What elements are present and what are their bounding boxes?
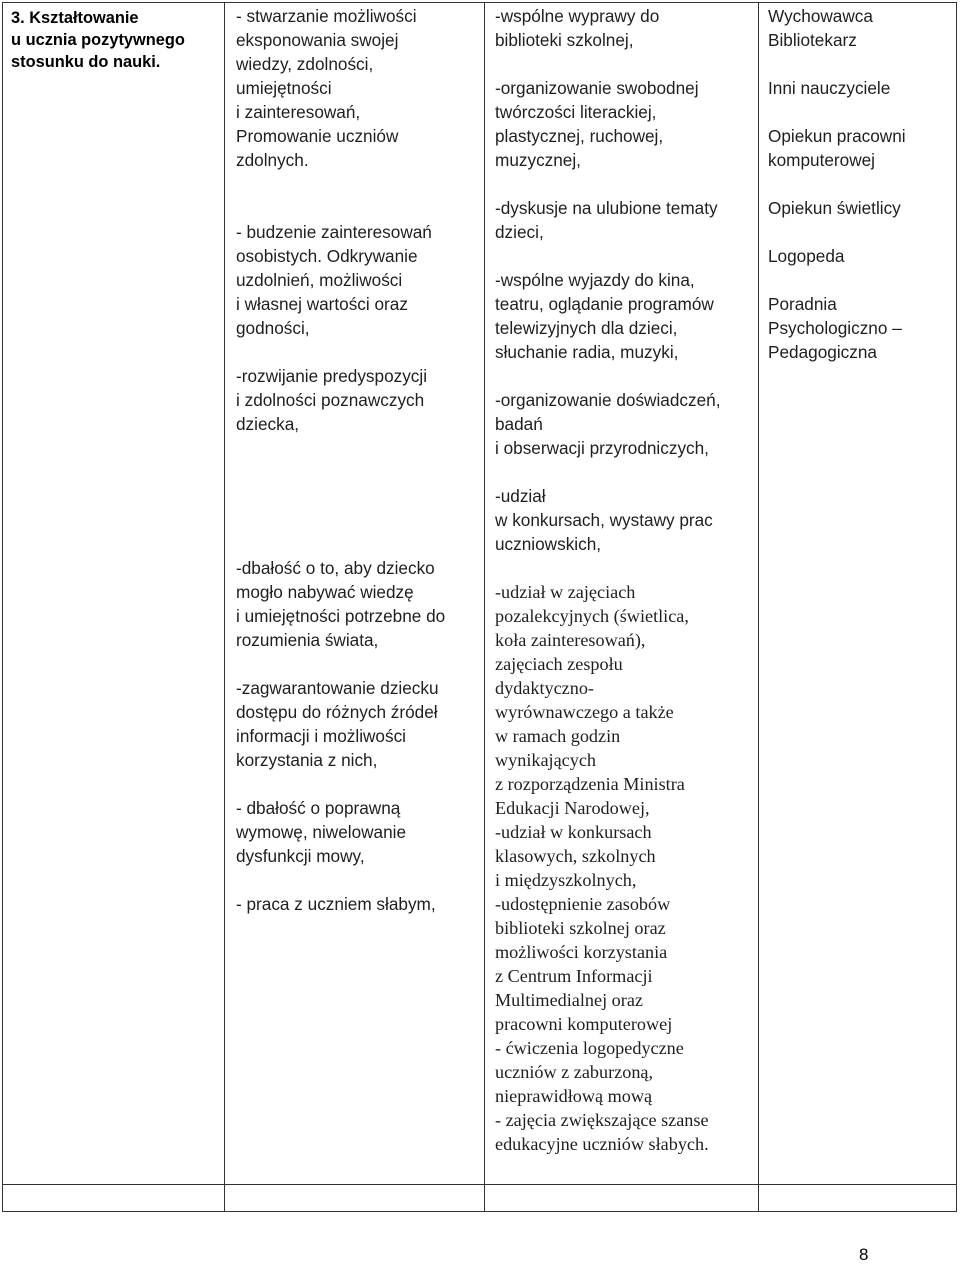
activity-item: -wspólne wyjazdy do kina, teatru, oglądanie programów telewizyjnych dla dzieci, słuchanie radia, muzyki, bbox=[495, 270, 714, 362]
responsible-item: Inni nauczyciele bbox=[768, 78, 891, 98]
table-border-top bbox=[2, 2, 957, 3]
responsible-item: Opiekun pracowni komputerowej bbox=[768, 126, 906, 170]
goal-item: - dbałość o poprawną wymowę, niwelowanie dysfunkcji mowy, bbox=[236, 798, 407, 866]
activity-item: -udział w konkursach, wystawy prac uczniowskich, bbox=[495, 486, 713, 554]
column-divider-2 bbox=[484, 2, 485, 1212]
goals-cell bbox=[236, 4, 480, 916]
responsible-item: Logopeda bbox=[768, 246, 845, 266]
section-title-cell bbox=[11, 7, 221, 73]
responsible-item: Opiekun świetlicy bbox=[768, 198, 901, 218]
goal-item: - budzenie zainteresowań osobistych. Odkrywanie uzdolnień, możliwości i własnej wartości oraz godności, bbox=[236, 222, 432, 338]
activity-item: -dyskusje na ulubione tematy dzieci, bbox=[495, 198, 718, 242]
activities-cell bbox=[495, 4, 757, 1156]
activity-item: -organizowanie doświadczeń, badań i obserwacji przyrodniczych, bbox=[495, 390, 721, 458]
activity-item: -organizowanie swobodnej twórczości literackiej, plastycznej, ruchowej, muzycznej, bbox=[495, 78, 699, 170]
goal-item: - stwarzanie możliwości eksponowania swojej wiedzy, zdolności, umiejętności i zainteresowań, Promowanie uczniów zdolnych. bbox=[236, 6, 417, 170]
goal-item: -dbałość o to, aby dziecko mogło nabywać wiedzę i umiejętności potrzebne do rozumienia świata, bbox=[236, 558, 446, 650]
responsible-item: Wychowawca Bibliotekarz bbox=[768, 6, 873, 50]
goal-item: -rozwijanie predyspozycji i zdolności poznawczych dziecka, bbox=[236, 366, 428, 434]
responsible-cell bbox=[768, 4, 954, 364]
section-title: 3. Kształtowanie u ucznia pozytywnego stosunku do nauki. bbox=[11, 9, 185, 71]
row-divider bbox=[2, 1184, 957, 1185]
column-divider-3 bbox=[758, 2, 759, 1212]
goal-item: - praca z uczniem słabym, bbox=[236, 894, 436, 914]
table-border-bottom bbox=[2, 1211, 957, 1212]
column-divider-1 bbox=[224, 2, 225, 1212]
goal-item: -zagwarantowanie dziecku dostępu do różnych źródeł informacji i możliwości korzystania z nich, bbox=[236, 678, 439, 770]
page-number: 8 bbox=[859, 1245, 869, 1264]
table-border-left bbox=[2, 2, 3, 1212]
activity-item-extracurricular: -udział w zajęciach pozalekcyjnych (świetlica, koła zainteresowań), zajęciach zespołu dydaktyczno- wyrównawczego a także w ramach godzin wynikających z rozporządzenia Ministra Edukacji Narodowej, -udział w konkursach klasowych, szkolnych i międzyszkolnych, -udostępnienie zasobów biblioteki szkolnej oraz możliwości korzystania z Centrum Informacji Multimedialnej oraz pracowni komputerowej - ćwiczenia logopedyczne uczniów z zaburzoną, nieprawidłową mową - zajęcia zwiększające szanse edukacyjne uczniów słabych. bbox=[495, 582, 709, 1154]
table-border-right bbox=[956, 2, 957, 1212]
activity-item: -wspólne wyprawy do biblioteki szkolnej, bbox=[495, 6, 660, 50]
responsible-item: Poradnia Psychologiczno – Pedagogiczna bbox=[768, 294, 902, 362]
